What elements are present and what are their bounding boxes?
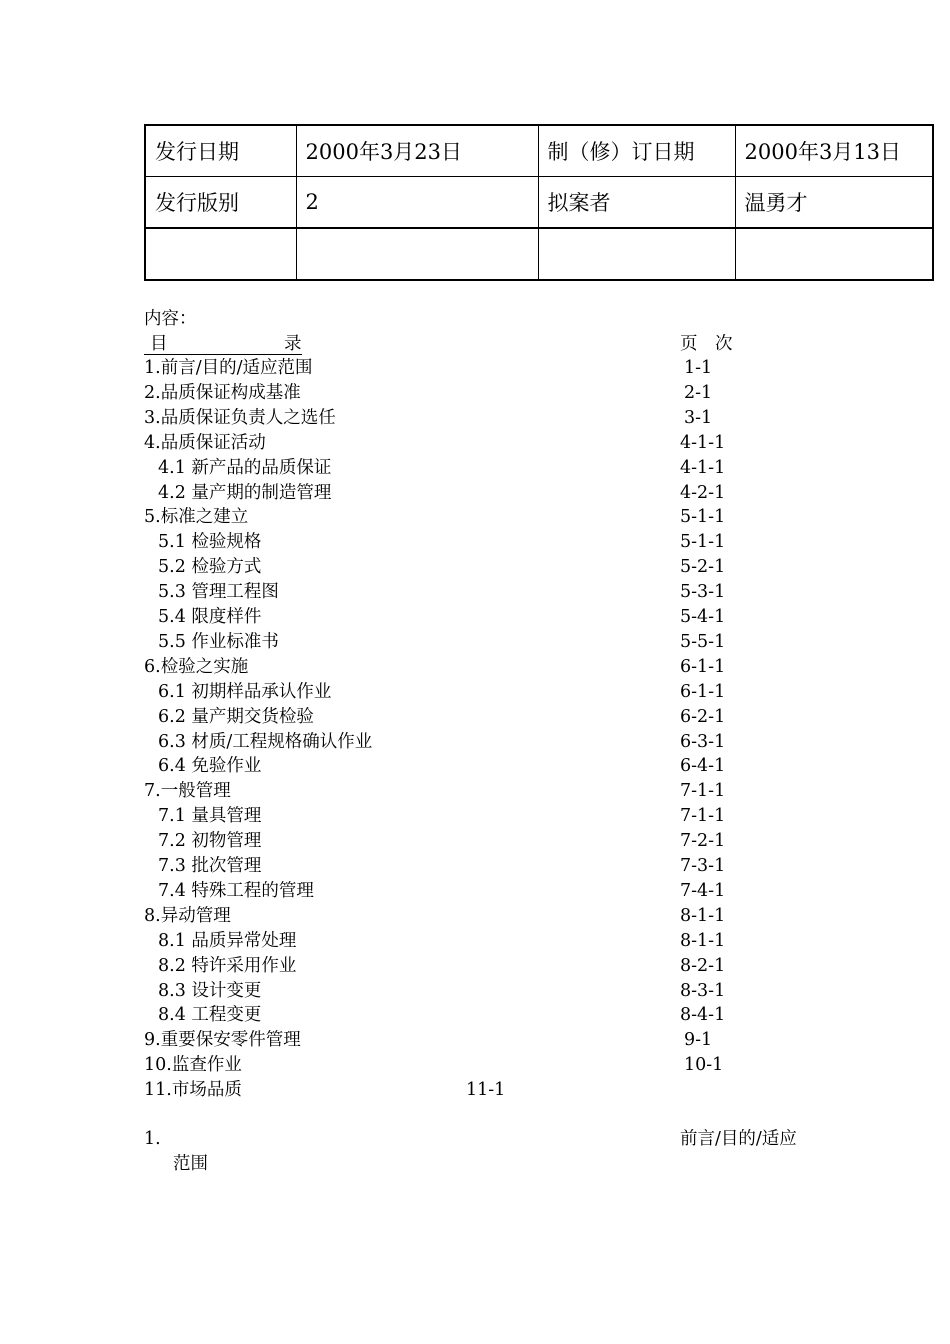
toc-entry-text: 8.1 品质异常处理 [158, 930, 297, 951]
section-1-heading [144, 1127, 844, 1152]
toc-entry-page: 4-1-1 [680, 457, 726, 478]
toc-entry-text: 8.4 工程变更 [158, 1005, 262, 1026]
toc-entry-page: 8-1-1 [680, 905, 726, 926]
toc-entry-page: 8-1-1 [680, 930, 726, 951]
toc-entry-page: 6-2-1 [680, 706, 726, 727]
toc-title-mu: 目 [150, 334, 168, 354]
toc-entry-page: 8-4-1 [680, 1005, 726, 1026]
toc-entry-text: 7.1 量具管理 [158, 806, 262, 827]
toc-entry-page: 5-5-1 [680, 631, 726, 652]
toc-entry-page: 2-1 [684, 382, 713, 403]
drafter-value: 温勇才 [735, 177, 933, 229]
toc-entry-page: 4-2-1 [680, 482, 726, 503]
toc-entry-text: 5.5 作业标准书 [158, 631, 279, 652]
toc-entry-page: 7-1-1 [680, 806, 726, 827]
toc-entry-text: 9.重要保安零件管理 [144, 1030, 301, 1051]
toc-entry-text: 6.1 初期样品承认作业 [158, 681, 332, 702]
toc-entry-market-quality [144, 1078, 544, 1103]
header-row-empty [145, 228, 933, 280]
toc-entry-text: 6.4 免验作业 [158, 756, 262, 777]
toc-entry-text: 7.2 初物管理 [158, 831, 262, 852]
toc-entry-page: 4-1-1 [680, 432, 726, 453]
toc-entry-text: 5.4 限度样件 [158, 607, 262, 627]
header-row-version [145, 177, 933, 229]
issue-date-label: 发行日期 [145, 125, 296, 177]
toc-entry-text: 5.3 管理工程图 [158, 582, 279, 603]
toc-entry-text: 5.1 检验规格 [158, 532, 262, 553]
empty-cell [145, 228, 296, 280]
toc-entry-page: 1-1 [684, 358, 713, 378]
toc-entry-page: 7-4-1 [680, 880, 726, 901]
toc-entry-text: 4.品质保证活动 [144, 432, 266, 453]
toc-entry-page: 10-1 [684, 1055, 724, 1076]
issue-date-value: 2000年3月23日 [296, 125, 538, 177]
empty-cell [296, 228, 538, 280]
toc-entry-text: 11.市场品质 [144, 1080, 242, 1100]
header-info-table [144, 124, 934, 281]
toc-entry-text: 4.1 新产品的品质保证 [158, 457, 332, 478]
toc-entry-text: 1.前言/目的/适应范围 [144, 358, 313, 378]
toc-entry-page: 7-1-1 [680, 781, 726, 802]
toc-page-column-header: 页 次 [680, 334, 733, 354]
toc-entry-page: 7-2-1 [680, 831, 726, 852]
toc-entry-text: 10.监查作业 [144, 1055, 242, 1076]
toc-entry-page: 3-1 [684, 407, 713, 428]
revision-date-value: 2000年3月13日 [735, 125, 933, 177]
toc-entry-page: 6-1-1 [680, 656, 726, 677]
toc-entry-page: 5-2-1 [680, 557, 726, 578]
toc-entry-text: 8.异动管理 [144, 905, 231, 926]
content-label: 内容： [144, 309, 197, 329]
empty-cell [735, 228, 933, 280]
section-number: 1. [144, 1129, 161, 1149]
toc-entry-page: 9-1 [684, 1030, 713, 1051]
toc-entry-text: 6.3 材质/工程规格确认作业 [158, 731, 373, 752]
toc-entry-text: 8.2 特许采用作业 [158, 955, 297, 976]
version-label: 发行版别 [145, 177, 296, 229]
toc-entry-page: 8-2-1 [680, 955, 726, 976]
toc-entry-text: 6.2 量产期交货检验 [158, 706, 314, 727]
toc-entry-page: 5-1-1 [680, 532, 726, 553]
section-title-continuation: 范围 [173, 1154, 208, 1174]
toc-entry-page: 6-1-1 [680, 681, 726, 702]
toc-entry-text: 7.4 特殊工程的管理 [158, 880, 314, 901]
toc-entry-page: 11-1 [466, 1080, 506, 1100]
toc-entry-text: 6.检验之实施 [144, 656, 249, 677]
toc-entry-page: 6-3-1 [680, 731, 726, 752]
toc-entry-text: 7.一般管理 [144, 781, 231, 802]
toc-entry-page: 5-3-1 [680, 582, 726, 603]
toc-title-lu: 录 [284, 334, 302, 354]
version-value: 2 [296, 177, 538, 229]
toc-entry-page: 5-4-1 [680, 607, 726, 627]
toc-entry-text: 3.品质保证负责人之选任 [144, 407, 336, 428]
toc-entry-text: 7.3 批次管理 [158, 856, 262, 876]
section-title: 前言/目的/适应 [680, 1129, 797, 1149]
toc-header [144, 332, 764, 357]
empty-cell [538, 228, 735, 280]
toc-entry-page: 5-1-1 [680, 507, 726, 528]
toc-title-underlined [144, 332, 302, 355]
toc-entry-page: 7-3-1 [680, 856, 726, 876]
header-row-dates [145, 125, 933, 177]
toc-entry-page: 6-4-1 [680, 756, 726, 777]
drafter-label: 拟案者 [538, 177, 735, 229]
toc-entry-text: 5.2 检验方式 [158, 557, 262, 578]
toc-entry-text: 8.3 设计变更 [158, 980, 262, 1001]
toc-entry-page: 8-3-1 [680, 980, 726, 1001]
revision-date-label: 制（修）订日期 [538, 125, 735, 177]
toc-entry-text: 2.品质保证构成基准 [144, 382, 301, 403]
toc-entry-text: 5.标准之建立 [144, 507, 249, 528]
toc-entry-text: 4.2 量产期的制造管理 [158, 482, 332, 503]
